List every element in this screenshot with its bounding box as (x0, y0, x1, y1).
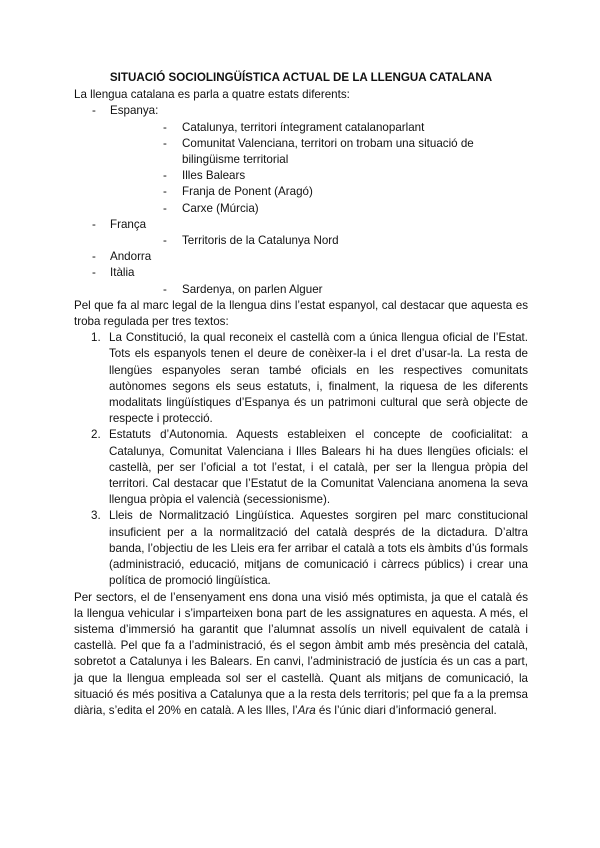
substate-item: - Territoris de la Catalunya Nord (110, 233, 528, 249)
dash-marker: - (163, 282, 167, 296)
dash-marker: - (163, 185, 167, 199)
item-number: 2. (91, 428, 101, 442)
substate-item: - Carxe (Múrcia) (110, 201, 528, 217)
substate-item: - Franja de Ponent (Aragó) (110, 184, 528, 200)
substates-list (110, 282, 528, 298)
dash-marker: - (92, 217, 96, 231)
dash-marker: - (163, 234, 167, 248)
state-item (74, 217, 528, 249)
legal-text-item: 1. La Constitució, la qual reconeix el castellà com a única llengua oficial de l’Estat. Tots els espanyols tenen el deure de conèixer-la i el dret d’usar-la. La resta de llengües espanyoles seran també oficials en les respectives comunitats autònomes segons els seus estatuts, i, finalment, la riquesa de les diferents modalitats lingüístiques d’Espanya és un patrimoni cultural que serà objecte de respecte i protecció. (91, 331, 528, 426)
dash-marker: - (163, 169, 167, 183)
document-title: SITUACIÓ SOCIOLINGÜÍSTICA ACTUAL DE LA LLENGUA CATALANA (109, 71, 493, 84)
legal-text-item: 2. Estatuts d’Autonomia. Aquests estableixen el concepte de cooficialitat: a Catalunya, Comunitat Valenciana i Illes Balears hi ha dues llengües oficials: el castellà, per ser l’oficial a tot l’estat, i el català, per ser la llengua pròpia del territori. Cal destacar que l’Estatut de la Comunitat Valenciana anomena la seva llengua pròpia el valencià (secessionisme). (91, 428, 528, 507)
sectors-paragraph: Per sectors, el de l’ensenyament ens dona una visió més optimista, ja que el català és la llengua vehicular i s’imparteixen bona part de les assignatures en aquesta. A més, el sistema d’immersió ha garantit que l’alumnat assolís un nivell equivalent de català i castellà. Pel que fa a l’administració, és el segon àmbit amb més presència del català, sobretot a Catalunya i les Balears. En canvi, l’administració de justícia és un cas a part, ja que la llengua empleada sol ser el castellà. Quant als mitjans de comunicació, la situació és més positiva a Catalunya que a la resta dels territoris; pel que fa a la premsa diària, s’edita el 20% en català. A les Illes, l’Ara és l’únic diari d’informació general. (74, 590, 528, 717)
state-item (74, 249, 528, 265)
state-item (74, 265, 528, 297)
item-number: 1. (91, 331, 101, 345)
state-name: França (110, 217, 147, 231)
substate-item: - Sardenya, on parlen Alguer (110, 282, 528, 298)
item-number: 3. (91, 509, 101, 523)
substate-item: - Illes Balears (110, 168, 528, 184)
state-name: Andorra (110, 250, 152, 264)
state-name: Espanya: (110, 104, 159, 118)
substates-list (110, 120, 528, 217)
states-list (74, 103, 528, 297)
newspaper-name: Ara (297, 703, 316, 717)
state-name: Itàlia (110, 266, 135, 280)
dash-marker: - (163, 201, 167, 215)
legal-intro-paragraph: Pel que fa al marc legal de la llengua dins l’estat espanyol, cal destacar que aquesta es troba regulada per tres textos: (74, 298, 528, 329)
dash-marker: - (92, 250, 96, 264)
substate-item: - Comunitat Valenciana, territori on trobam una situació de bilingüisme territorial (163, 136, 474, 167)
legal-text-item: 3. Lleis de Normalització Lingüística. Aquestes sorgiren pel marc constitucional insuficient per a la normalització del català després de la dictadura. D’altra banda, l’objectiu de les Lleis era fer arribar el català a tots els àmbits d’ús formals (administració, educació, mitjans de comunicació i càrrecs públics) i crear una política de promoció lingüística. (91, 509, 528, 588)
dash-marker: - (92, 266, 96, 280)
document-page (74, 70, 528, 719)
dash-marker: - (163, 120, 167, 134)
substates-list (110, 233, 528, 249)
state-item (74, 103, 528, 216)
legal-texts-list (74, 330, 528, 589)
intro-paragraph: La llengua catalana es parla a quatre estats diferents: (74, 88, 350, 102)
substate-item: - Catalunya, territori íntegrament catalanoparlant (110, 120, 528, 136)
dash-marker: - (92, 104, 96, 118)
dash-marker: - (163, 136, 167, 150)
